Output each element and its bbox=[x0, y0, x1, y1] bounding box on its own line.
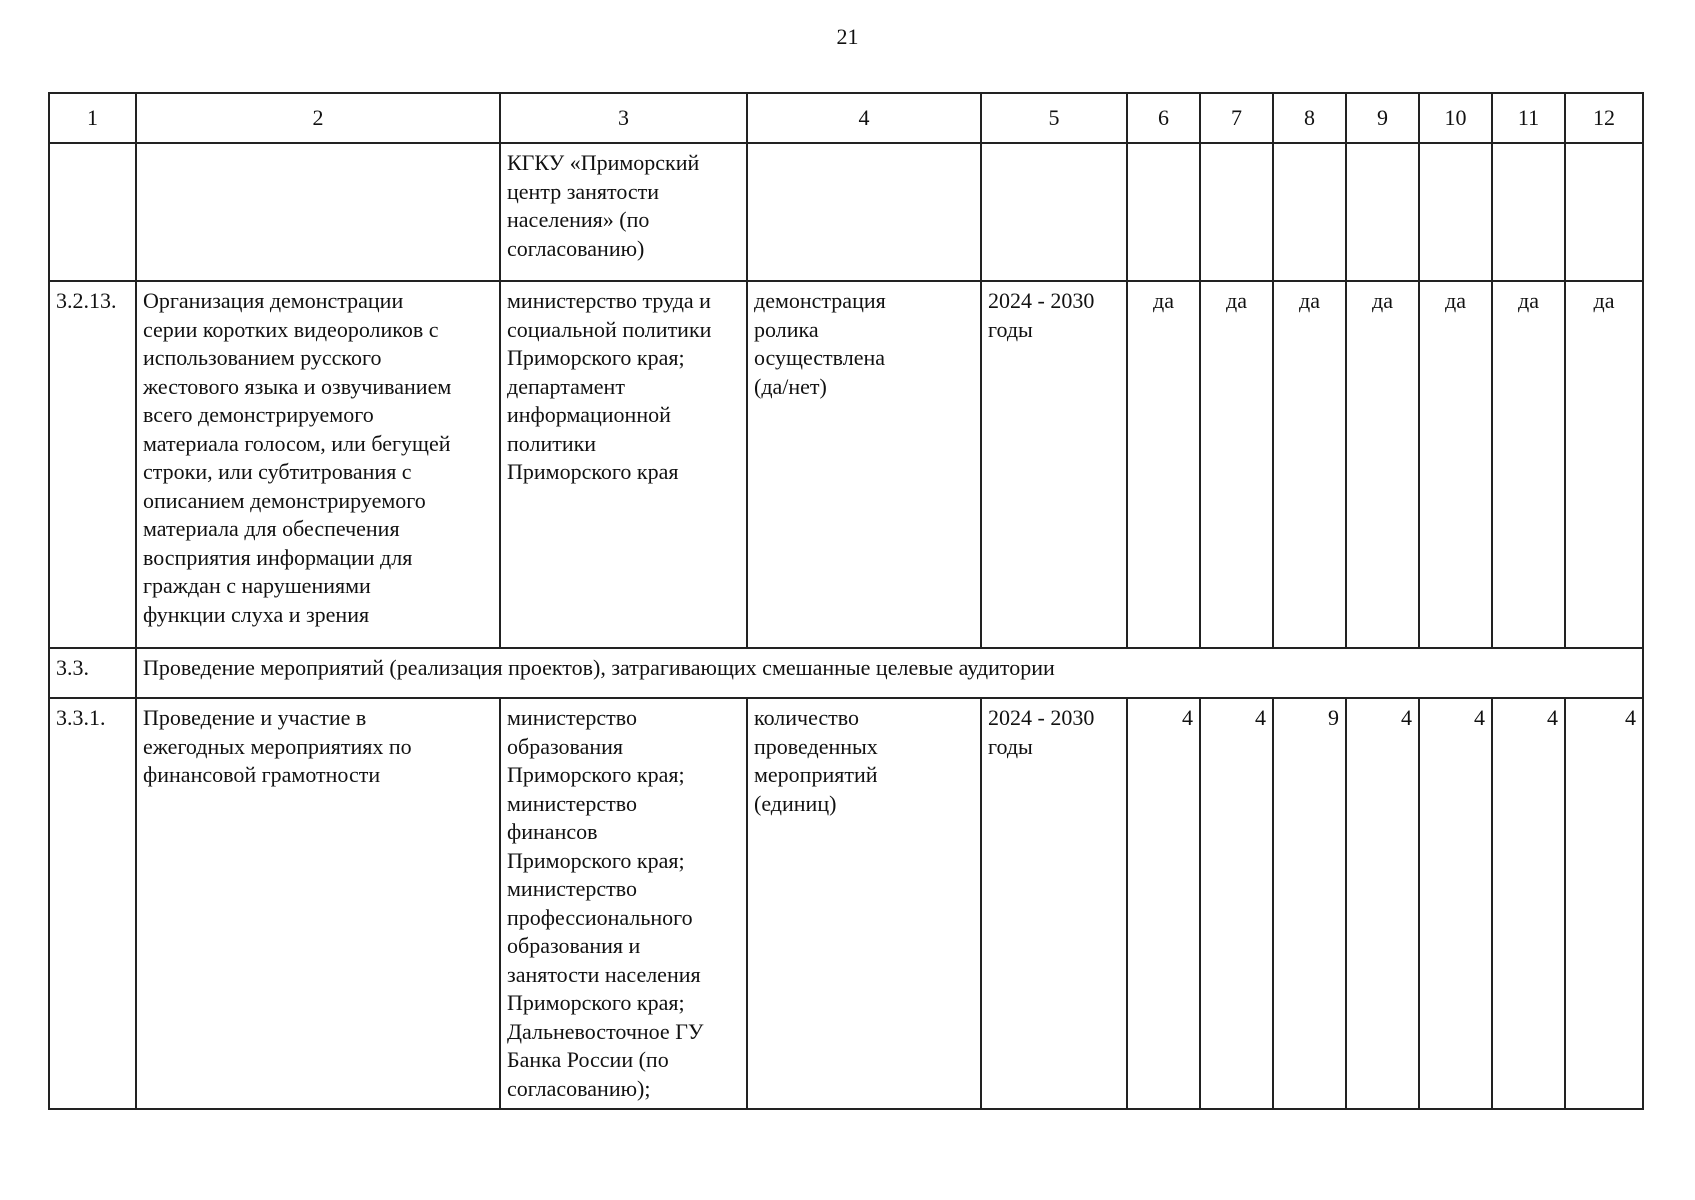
column-header: 3 bbox=[500, 93, 747, 143]
year-value: 4 bbox=[1419, 698, 1492, 1109]
indicator: количество проведенных мероприятий (единиц) bbox=[747, 698, 981, 1109]
year-value bbox=[1127, 143, 1200, 281]
indicator: демонстрация ролика осуществлена (да/нет) bbox=[747, 281, 981, 648]
year-value bbox=[1273, 143, 1346, 281]
responsible-executor: министерство труда и социальной политики Приморского края; департамент информационной политики Приморского края bbox=[500, 281, 747, 648]
year-value: 4 bbox=[1127, 698, 1200, 1109]
section-title: Проведение мероприятий (реализация проектов), затрагивающих смешанные целевые аудитории bbox=[136, 648, 1643, 698]
year-value: 9 bbox=[1273, 698, 1346, 1109]
year-value: да bbox=[1273, 281, 1346, 648]
column-header: 10 bbox=[1419, 93, 1492, 143]
column-header: 6 bbox=[1127, 93, 1200, 143]
row-id: 3.3.1. bbox=[49, 698, 136, 1109]
year-value: да bbox=[1346, 281, 1419, 648]
measure-name: Проведение и участие в ежегодных мероприятиях по финансовой грамотности bbox=[136, 698, 500, 1109]
year-value: да bbox=[1492, 281, 1565, 648]
column-header: 1 bbox=[49, 93, 136, 143]
year-value bbox=[1200, 143, 1273, 281]
year-value bbox=[1492, 143, 1565, 281]
column-header: 8 bbox=[1273, 93, 1346, 143]
row-id: 3.3. bbox=[49, 648, 136, 698]
table-row bbox=[49, 143, 1643, 281]
year-value: да bbox=[1127, 281, 1200, 648]
row-id: 3.2.13. bbox=[49, 281, 136, 648]
column-header: 12 bbox=[1565, 93, 1643, 143]
year-value bbox=[1346, 143, 1419, 281]
responsible-executor: КГКУ «Приморский центр занятости населения» (по согласованию) bbox=[500, 143, 747, 281]
measures-table bbox=[48, 92, 1644, 1110]
year-value: 4 bbox=[1346, 698, 1419, 1109]
indicator bbox=[747, 143, 981, 281]
year-value: 4 bbox=[1565, 698, 1643, 1109]
measure-name bbox=[136, 143, 500, 281]
table-row bbox=[49, 698, 1643, 1109]
year-value: да bbox=[1419, 281, 1492, 648]
year-value bbox=[1565, 143, 1643, 281]
period bbox=[981, 143, 1127, 281]
column-header: 7 bbox=[1200, 93, 1273, 143]
column-header: 5 bbox=[981, 93, 1127, 143]
column-header: 4 bbox=[747, 93, 981, 143]
section-row bbox=[49, 648, 1643, 698]
year-value: да bbox=[1565, 281, 1643, 648]
table-row bbox=[49, 281, 1643, 648]
year-value: 4 bbox=[1200, 698, 1273, 1109]
period: 2024 - 2030 годы bbox=[981, 698, 1127, 1109]
column-header: 9 bbox=[1346, 93, 1419, 143]
period: 2024 - 2030 годы bbox=[981, 281, 1127, 648]
responsible-executor: министерство образования Приморского края; министерство финансов Приморского края; министерство профессионального образования и занятости населения Приморского края; Дальневосточное ГУ Банка России (по согласованию); bbox=[500, 698, 747, 1109]
measure-name: Организация демонстрации серии коротких видеороликов с использованием русского жестового языка и озвучиванием всего демонстрируемого материала голосом, или бегущей строки, или субтитрования с описанием демонстрируемого материала для обеспечения восприятия информации для граждан с нарушениями функции слуха и зрения bbox=[136, 281, 500, 648]
column-header: 2 bbox=[136, 93, 500, 143]
column-header: 11 bbox=[1492, 93, 1565, 143]
year-value: да bbox=[1200, 281, 1273, 648]
page-number: 21 bbox=[836, 24, 859, 49]
row-id bbox=[49, 143, 136, 281]
column-number-row bbox=[49, 93, 1643, 143]
year-value bbox=[1419, 143, 1492, 281]
year-value: 4 bbox=[1492, 698, 1565, 1109]
